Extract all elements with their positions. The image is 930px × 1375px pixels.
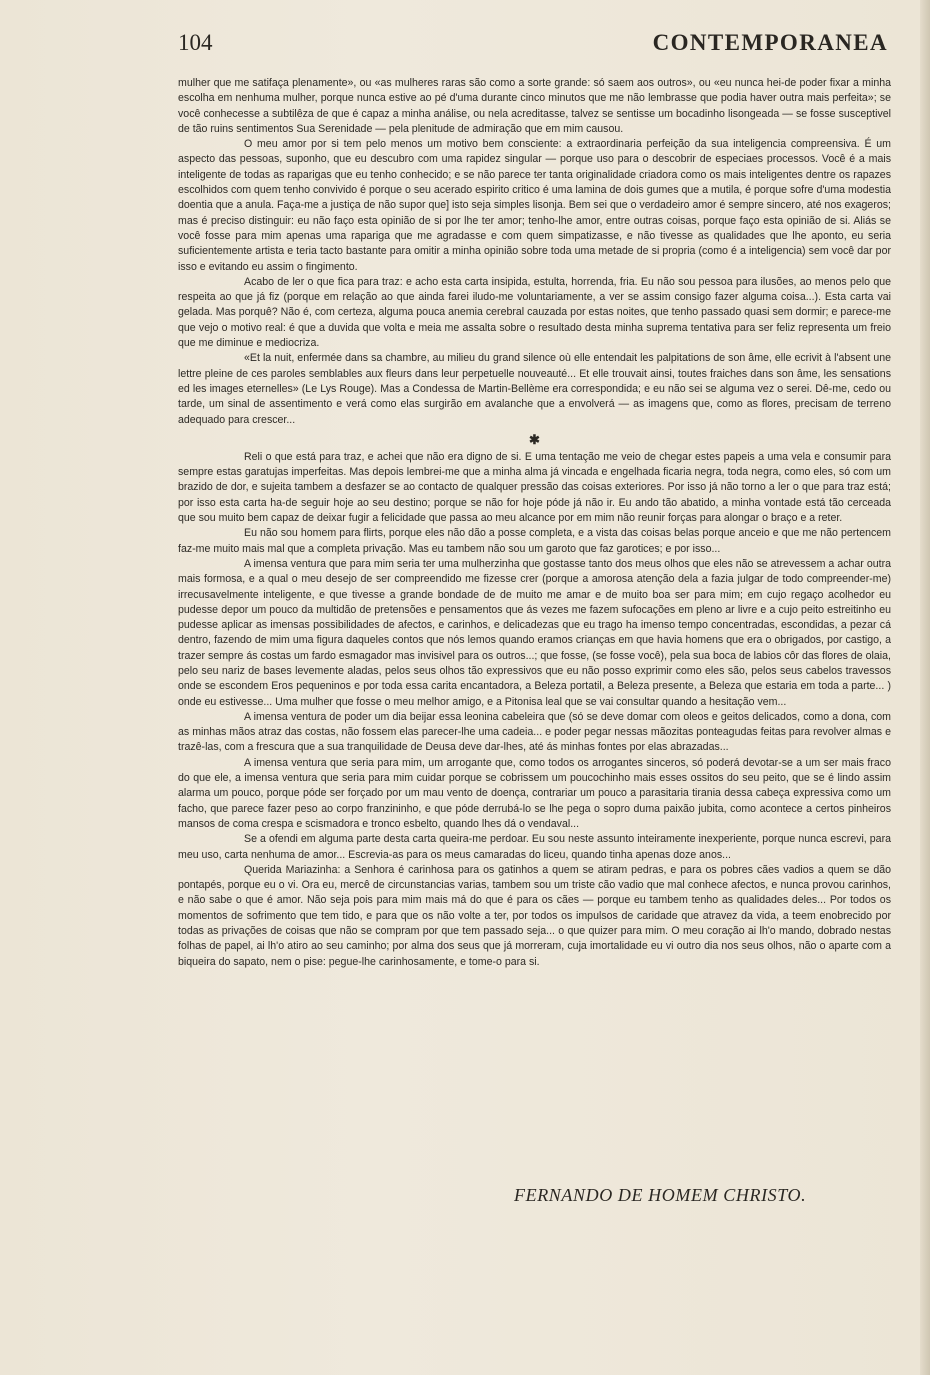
- page-header: [178, 30, 888, 64]
- paragraph: A imensa ventura que seria para mim, um arrogante que, como todos os arrogantes sinceros, só poderá devotar-se a um ser mais fraco do que ele, a imensa ventura que seria para mim cuidar porque se cobrissem um poucochinho mais esses ossitos do seu peito, que se é lindo assim alarma um pouco, porque póde ser forçado por um mau vento de doença, contrariar um pouco a parasitaria tirania dessa cabeça expressiva como um facho, que parece fazer peso ao corpo franzininho, e que póde derrubá-lo se lhe pega o sopro duma paixão jubita, como acontece a certos pinheiros mansos de coma crespa e scismadora e tronco esbelto, quando lhes dá o vendaval...: [178, 756, 891, 830]
- section-separator: ✱: [529, 431, 540, 447]
- paragraph: A imensa ventura que para mim seria ter uma mulherzinha que gostasse tanto dos meus olhos que eles não se atrevessem a achar outra mais formosa, e a qual o meu desejo de ser compreendido me fizesse crer (porque a amorosa atenção dela a fazia julgar de todo compreender-me) irrecusavelmente inteligente, e que tivesse a grande bondade de de muito me amar e de muito boa ser para mim; em cujo regaço acolhedor eu pudesse depor um pouco da multidão de pretensões e pensamentos que ás vezes me fazem sufocações em pleno ar livre e a cujo peito estreitinho eu pudesse aplicar as imensas possibilidades de afectos, e carinhos, e delicadezas que eu trago ha imenso tempo concentradas, escondidas, a pezar cá dentro, fazendo de mim uma figura daqueles contos que nós lemos quando eramos crianças em que havia homens que era o obrigados, por castigo, a trazer sempre ás costas um fardo esmagador mas invisivel para os outros...; que fosse, (se fosse você), pela sua boca de labios côr das flores de olaia, pelo seu nariz de bases levemente aladas, pelos seus olhos tão expressivos que eu não posso exprimir como eles são, pelos seus cabelos travessos onde se escondem Eros pequeninos e por toda essa carita encantadora, a Beleza portatil, a Beleza presente, a Beleza que estaria em toda a parte... ) onde eu estivesse... Uma mulher que fosse o meu melhor amigo, e a Pitonisa leal que se vai consultar quando a hesitação vem...: [178, 557, 891, 708]
- paragraph: Reli o que está para traz, e achei que não era digno de si. E uma tentação me veio de chegar estes papeis a uma vela e consumir para sempre estas garatujas imperfeitas. Mas depois lembrei-me que a minha alma já vincada e engelhada ficaria negra, toda negra, como eles, só com um brazido de dor, e sujeita tambem a desfazer se ao contacto de qualquer pressão das coisas exteriores. Por isso já não torno a ler o que para traz está; por isso esta carta ha-de seguir hoje ao seu destino; porque se não for hoje póde já não ir. Eu ando tão abatido, a minha vontade está tão cerceada que sou muito bem capaz de deixar fugir a felicidade que passa ao meu alcance por em mim não reunir forças para alongar o braço e a reter.: [178, 450, 891, 525]
- paragraph: mulher que me satifaça plenamente», ou «as mulheres raras são como a sorte grande: só saem aos outros», ou «eu nunca hei-de poder fixar a minha escolha em nenhuma mulher, porque nunca estive ao pé d'uma durante cinco minutos que me não lembrasse que podia haver outra mais perfeita»; se você conhecesse a subtilêza de que é capaz a minha análise, ou nela acreditasse, talvez se sentisse um bocadinho lisongeada — se fosse susceptivel de tão ruins sentimentos Sua Serenidade — pela plenitude de admiração que em mim causou.: [178, 77, 891, 135]
- paragraph: Se a ofendi em alguma parte desta carta queira-me perdoar. Eu sou neste assunto inteiramente inexperiente, porque nunca escrevi, para meu uso, carta nenhuma de amor... Escrevia-as para os meus camaradas do liceu, quando tinha apenas doze anos...: [178, 833, 891, 861]
- paragraph: Eu não sou homem para flirts, porque eles não dão a posse completa, e a vista das coisas belas porque anceio e que me não pertencem faz-me muito mais mal que a completa privação. Mas eu tambem não sou um garoto que faz garotices; e por isso...: [178, 527, 891, 555]
- paragraph: O meu amor por si tem pelo menos um motivo bem consciente: a extraordinaria perfeição da sua inteligencia compreensiva. É um aspecto das pessoas, suponho, que eu descubro com uma rapidez singular — porque uso para o descobrir de especiaes processos. Você é a mais inteligente de todas as raparigas que eu tenho conhecido; e se não parece ter tanta originalidade criadora como os mais inteligentes dentre os rapazes escolhidos com quem tenho convivido é porque o seu acerado espirito critico é uma lamina de dois gumes que a mutila, é porque sofre d'uma modestia doentia que a anula. Faça-me a justiça de não supor que] isto seja simples lisonja. Bem sei que o verdadeiro amor é sempre sincero, até nos exageros; mas é preciso distinguir: eu não faço esta opinião de si por lhe ter amor; tenho-lhe amor, entre outras coisas, porque faço esta opinião de si. Aliás se você fosse para mim apenas uma rapariga que me agradasse e com quem simpatizasse, e não tivesse as qualidades que lhe aponto, eu seria suficientemente artista e teria tacto bastante para omitir a minha opinião sobre toda uma metade de si propria (como é a inteligencia) sem você dar por isso e evitando eu assim o fingimento.: [178, 138, 891, 273]
- paragraph: A imensa ventura de poder um dia beijar essa leonina cabeleira que (só se deve domar com oleos e geitos delicados, como a dona, com as minhas mãos atraz das costas, não fossem elas parecer-lhe uma cadeia... e poder pegar nessas mãozitas ponteagudas feitas para revolver almas e trazê-las, com a frescura que a sua tranquilidade de Deusa deve dar-lhes, até ás minhas fontes por elas abrazadas...: [178, 710, 891, 754]
- paragraph: «Et la nuit, enfermée dans sa chambre, au milieu du grand silence où elle entendait les palpitations de son âme, elle ecrivit à l'absent une lettre pleine de ces paroles semblables aux fleurs dans leur perpetuelle nouveauté... Et elle trouvait ainsi, toutes fraiches dans son âme, les sensations ed les images eternelles» (Le Lys Rouge). Mas a Condessa de Martin-Bellème era correspondida; e eu não sei se alguma vez o serei. Dê-me, cedo ou tarde, um sinal de assentimento e verá como elas surgirão em avalanche que a envolverá — as imagens que, como as flores, precisam de terreno adequado para crescer...: [178, 352, 891, 426]
- page-edge: [920, 0, 930, 1375]
- author-signature: FERNANDO DE HOMEM CHRISTO.: [514, 1185, 807, 1205]
- article-body: [178, 76, 891, 970]
- page-number: 104: [178, 30, 213, 55]
- paragraph: Querida Mariazinha: a Senhora é carinhosa para os gatinhos a quem se atiram pedras, e para os pobres cães vadios a quem se dão pontapés, porque eu o vi. Ora eu, mercê de circunstancias varias, tambem sou um triste cão vadio que mal conhece afectos, e nunca provou carinhos, e não sabe o que é amor. Não seja pois para mim mais má do que é para os cães — porque eu tambem tenho as qualidades deles... Por todos os momentos de sofrimento que tem tido, e para que os não volte a ter, por todos os impulsos de caridade que atravez da vida, a teem enobrecido por todas as privações de coisas que não se compram por que tem passado seja... o que quizer para mim. O meu coração ai lh'o mando, dobrado nestas folhas de papel, ai lh'o atiro ao seu caminho; por alma dos seus que já morreram, cuja imortalidade eu vi outro dia nos seus olhos, não o aparte com a biqueira do sapato, nem o pise: pegue-lhe carinhosamente, e tome-o para si.: [178, 863, 891, 968]
- paragraph: Acabo de ler o que fica para traz: e acho esta carta insipida, estulta, horrenda, fria. Eu não sou pessoa para ilusões, ao menos pelo que respeita ao que já fiz (porque em relação ao que ainda farei iludo-me voluntariamente, a ver se assim consigo fazer alguma coisa...). Esta carta vai gelada. Mas porquê? Não é, com certeza, alguma pouca anemia cerebral cauzada por estas noites, que tenho passado quasi sem dormir; e parece-me que vejo o motivo real: é que a duvida que volta e meia me assalta sobre o resultado desta minha suprema tentativa para ser feliz representa um freio que me diminue e mediocriza.: [178, 275, 891, 350]
- running-title: CONTEMPORANEA: [652, 30, 888, 55]
